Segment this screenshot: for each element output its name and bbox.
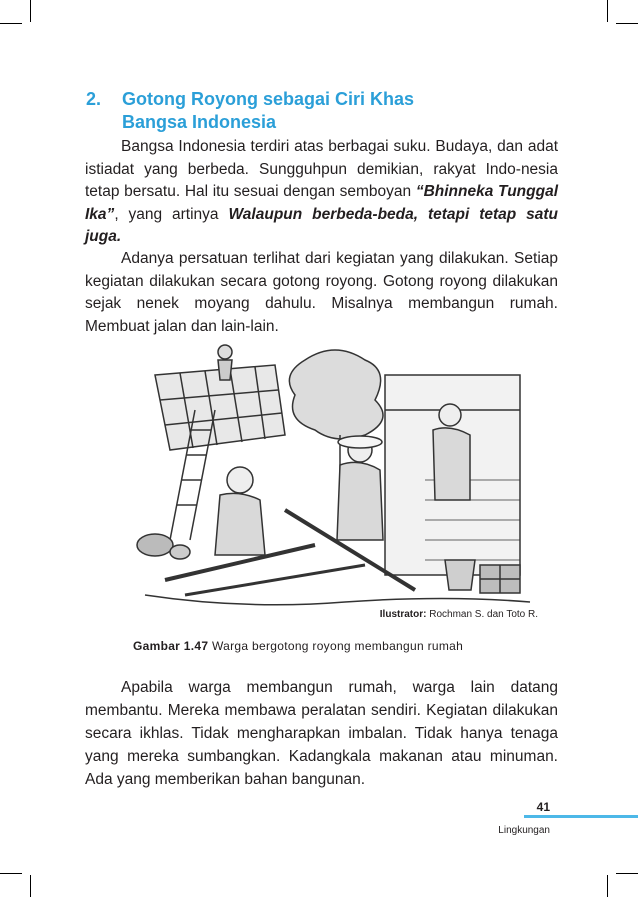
crop-mark — [30, 875, 31, 897]
crop-mark — [616, 873, 638, 874]
illustration-gotong-royong — [125, 340, 535, 625]
footer-rule — [524, 815, 638, 818]
crop-mark — [607, 875, 608, 897]
crop-mark — [616, 23, 638, 24]
crop-mark — [30, 0, 31, 22]
illustrator-credit: Ilustrator: Rochman S. dan Toto R. — [379, 609, 538, 620]
section-number: 2. — [86, 89, 102, 109]
heading-line-1: Gotong Royong sebagai Ciri Khas — [122, 89, 415, 109]
paragraph-3: Apabila warga membangun rumah, warga lain datang membantu. Mereka membawa peralatan sendiri. Kegiatan dilakukan secara ikhlas. Tidak mengharapkan imbalan. Tidak hanya tenaga yang mereka sumbangkan. Kadangkala makanan atau minuman. Ada yang memberikan bahan bangunan. — [85, 679, 558, 788]
paragraph-1: Bangsa Indonesia terdiri atas berbagai suku. Budaya, dan adat istiadat yang berbeda. Sungguhpun demikian, rakyat Indo-nesia tetap bersatu. Hal itu sesuai dengan semboyan “Bhinneka Tunggal Ika”, yang artinya Walaupun berbeda-beda, tetapi tetap satu juga. — [85, 138, 558, 245]
crop-mark — [0, 23, 22, 24]
page-number: 41 — [536, 800, 550, 814]
figure-caption: Gambar 1.47 Warga bergotong royong membangun rumah — [133, 639, 464, 653]
crop-mark — [607, 0, 608, 22]
crop-mark — [0, 873, 22, 874]
paragraph-2: Adanya persatuan terlihat dari kegiatan yang dilakukan. Setiap kegiatan dilakukan secara gotong royong. Gotong royong dilakukan sejak nenek moyang dahulu. Misalnya membangun rumah. Membuat jalan dan lain-lain. — [85, 250, 558, 335]
figure-label: Gambar 1.47 — [133, 639, 209, 653]
motto: “Bhinneka Tunggal Ika” — [85, 183, 558, 223]
motto-meaning: Walaupun berbeda-beda, tetapi tetap satu juga. — [85, 205, 558, 245]
section-name: Lingkungan — [498, 825, 550, 836]
heading-line-2: Bangsa Indonesia — [122, 112, 277, 132]
